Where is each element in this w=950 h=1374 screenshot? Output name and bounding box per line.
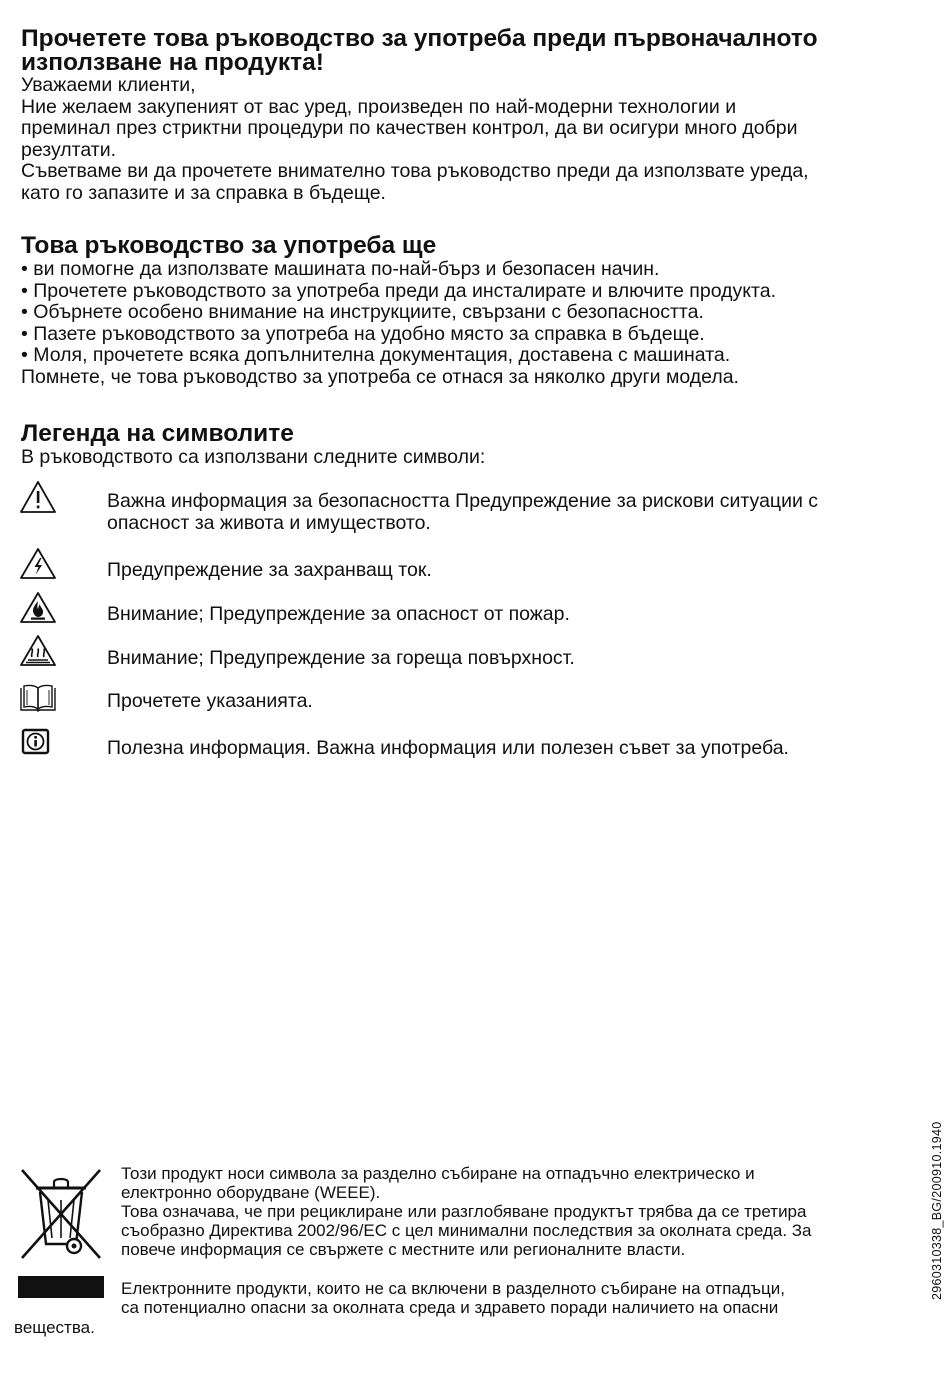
intro-para1-line2: преминал през стриктни процедури по качествен контрол, да ви осигури много добри <box>21 117 798 140</box>
manual-bullet: • ви помогне да използвате машината по-най-бърз и безопасен начин. <box>21 259 936 281</box>
info-icon <box>18 727 58 763</box>
intro-para2-line2: като го запазите и за справка в бъдеще. <box>21 181 386 204</box>
intro-para1-line1: Ние желаем закупеният от вас уред, произведен по най-модерни технологии и <box>21 95 737 118</box>
greeting: Уважаеми клиенти, <box>21 74 196 96</box>
manual-bullet: • Пазете ръководството за употреба на удобно място за справка в бъдеще. <box>21 324 936 346</box>
electronics-line-last: вещества. <box>14 1318 95 1337</box>
legend-title: Легенда на символите <box>21 420 294 447</box>
document-code: 2960310338_BG/200910.1940 <box>930 1121 944 1300</box>
legend-subtitle: В ръководството са използвани следните символи: <box>21 446 486 468</box>
manual-bullet: • Обърнете особено внимание на инструкциите, свързани с безопасността. <box>21 302 936 324</box>
legend-item-text <box>107 490 932 534</box>
legend-item-text: Внимание; Предупреждение за гореща повърхност. <box>107 647 575 669</box>
separate-collection-bar <box>18 1276 104 1298</box>
legend-section <box>21 420 936 469</box>
manual-bullet: • Прочетете ръководството за употреба преди да инсталирате и влючите продукта. <box>21 281 936 303</box>
manual-bullet-list <box>21 259 936 367</box>
weee-line: повече информация се свържете с местните или регионалните власти. <box>121 1240 686 1259</box>
electronics-line: Електронните продукти, които не са включени в разделното събиране на отпадъци, <box>121 1279 785 1298</box>
intro-para1-line3: резултати. <box>21 138 117 161</box>
weee-line: Това означава, че при рециклиране или разглобяване продуктът трябва да се третира <box>121 1202 807 1221</box>
electric-shock-icon <box>18 546 58 582</box>
intro-title-line2: използване на продукта! <box>21 49 324 76</box>
legend-item-text: Предупреждение за захранващ ток. <box>107 559 432 581</box>
weee-text-block <box>121 1164 911 1259</box>
warning-triangle-icon <box>18 479 58 515</box>
weee-line: съобразно Директива 2002/96/EC с цел минимални последствия за околната среда. За <box>121 1221 812 1240</box>
electronics-text-block <box>121 1279 911 1317</box>
legend-item-text: Внимание; Предупреждение за опасност от пожар. <box>107 603 570 625</box>
electronics-line: са потенциално опасни за околната среда и здравето поради наличието на опасни <box>121 1298 779 1317</box>
weee-line: електронно оборудване (WEEE). <box>121 1183 381 1202</box>
legend-item-text-line2: опасност за живота и имуществото. <box>107 512 431 534</box>
open-book-icon <box>18 682 58 718</box>
hot-surface-icon <box>18 633 58 669</box>
legend-item-text-line1: Важна информация за безопасността Предупреждение за рискови ситуации с <box>107 490 819 512</box>
manual-note: Помнете, че това ръководство за употреба се отнася за няколко други модела. <box>21 365 739 388</box>
crossed-bin-icon <box>18 1166 104 1262</box>
manual-bullet: • Моля, прочетете всяка допълнителна документация, доставена с машината. <box>21 345 936 367</box>
legend-item-text: Полезна информация. Важна информация или полезен съвет за употреба. <box>107 737 789 759</box>
intro-para2-line1: Съветваме ви да прочетете внимателно това ръководство преди да използвате уреда, <box>21 160 809 183</box>
manual-title: Това ръководство за употреба ще <box>21 232 437 259</box>
weee-line: Този продукт носи символа за разделно събиране на отпадъчно електрическо и <box>121 1164 755 1183</box>
intro-section <box>21 27 936 205</box>
legend-item-text: Прочетете указанията. <box>107 690 313 712</box>
manual-section <box>21 232 936 389</box>
intro-title-line1: Прочетете това ръководство за употреба преди първоначалното <box>21 25 818 52</box>
intro-title <box>21 27 936 75</box>
fire-hazard-icon <box>18 590 58 626</box>
